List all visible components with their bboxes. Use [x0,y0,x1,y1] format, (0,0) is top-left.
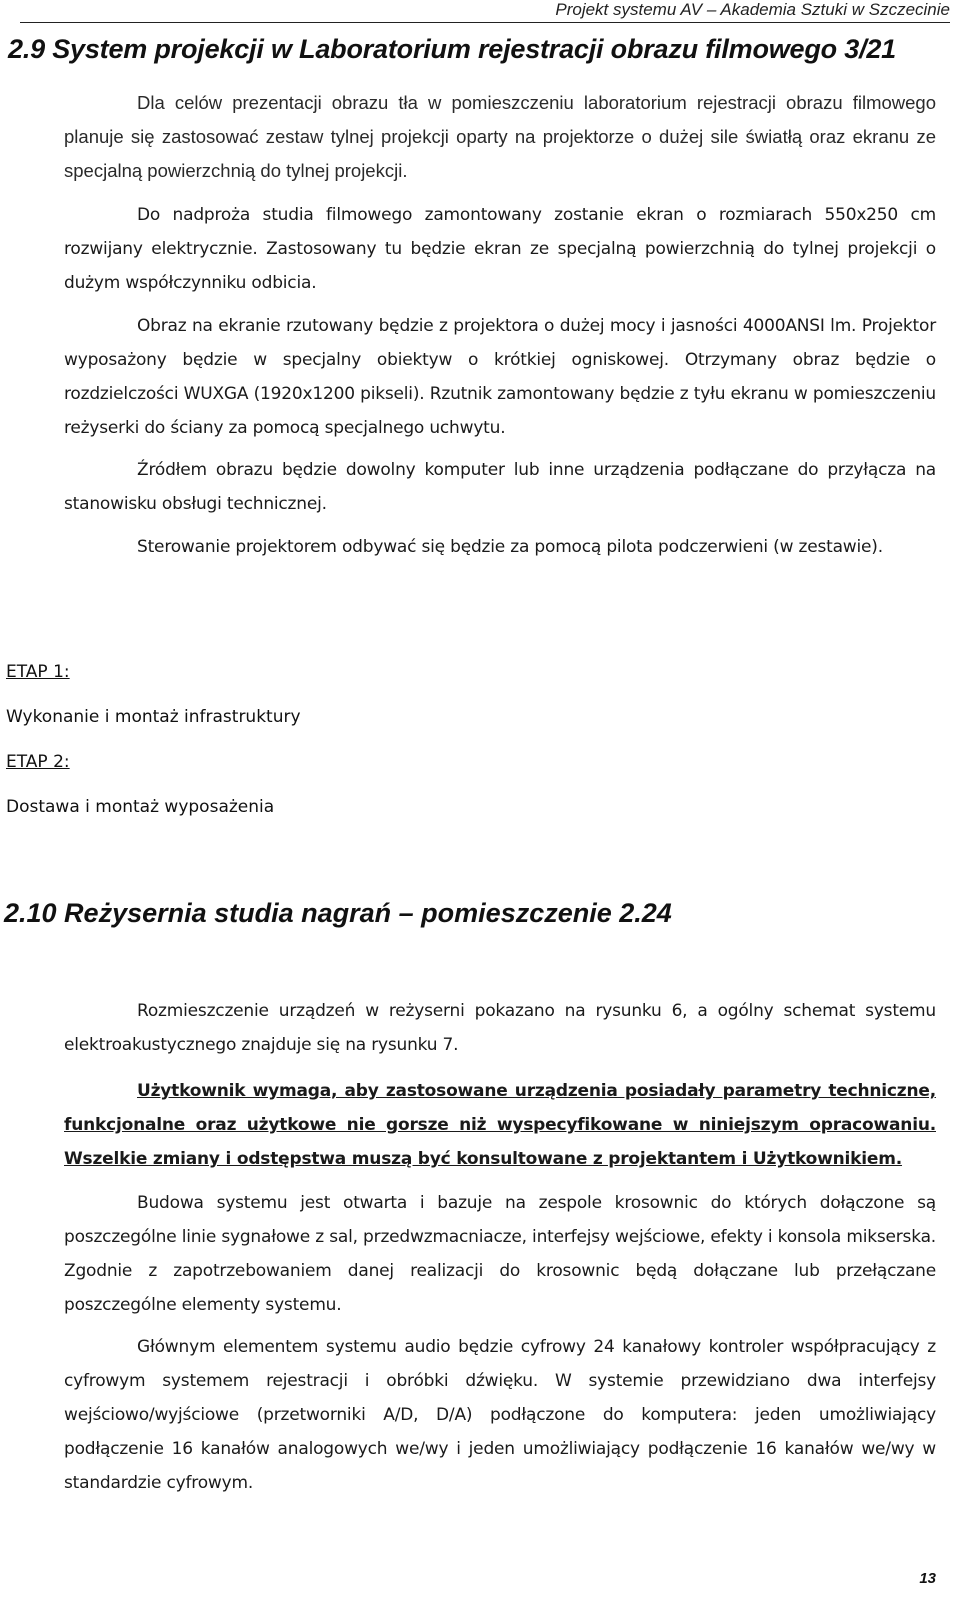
paragraph-layout-reference: Rozmieszczenie urządzeń w reżyserni pokazano na rysunku 6, a ogólny schemat systemu elektroakustycznego znajduje się na rysunku 7. [64,1001,936,1055]
section-heading-2-9: 2.9 System projekcji w Laboratorium rejestracji obrazu filmowego 3/21 [8,34,896,64]
paragraph-audio-controller: Głównym elementem systemu audio będzie cyfrowy 24 kanałowy kontroler współpracujący z cyfrowym systemem rejestracji i obróbki dźwięku. W systemie przewidziano dwa interfejsy wejściowo/wyjściowe (przetworniki A/D, D/A) podłączone do komputera: jeden umożliwiający podłączenie 16 kanałów analogowych we/wy i jeden umożliwiający podłączenie 16 kanałów we/wy w standardzie cyfrowym. [64,1337,936,1493]
running-header: Projekt systemu AV – Akademia Sztuki w Szczecinie [20,0,950,23]
stage-1-text: Wykonanie i montaż infrastruktury [6,707,301,727]
paragraph-screen: Do nadproża studia filmowego zamontowany zostanie ekran o rozmiarach 550x250 cm rozwijany elektrycznie. Zastosowany tu będzie ekran ze specjalną powierzchnią do tylnej projekcji o dużym współczynniku odbicia. [64,205,936,293]
stage-2-text: Dostawa i montaż wyposażenia [6,797,275,817]
stage-2-label: ETAP 2: [6,752,70,772]
paragraph-background-projection: Dla celów prezentacji obrazu tła w pomieszczeniu laboratorium rejestracji obrazu filmowego planuje się zastosować zestaw tylnej projekcji oparty na projektorze o dużej sile światłą oraz ekranu ze specjalną powierzchnią do tylnej projekcji. [64,92,936,181]
stage-1-label: ETAP 1: [6,662,70,682]
paragraph-image-source: Źródłem obrazu będzie dowolny komputer lub inne urządzenia podłączane do przyłącza na stanowisku obsługi technicznej. [64,460,936,514]
paragraph-projector: Obraz na ekranie rzutowany będzie z projektora o dużej mocy i jasności 4000ANSI lm. Projektor wyposażony będzie w specjalny obiektyw o krótkiej ogniskowej. Otrzymany obraz będzie o rozdzielczości WUXGA (1920x1200 pikseli). Rzutnik zamontowany będzie z tyłu ekranu w pomieszczeniu reżyserki do ściany za pomocą specjalnego uchwytu. [64,316,936,438]
paragraph-system-structure: Budowa systemu jest otwarta i bazuje na zespole krosownic do których dołączone są poszczególne linie sygnałowe z sal, przedwzmacniacze, interfejsy wejściowe, efekty i konsola mikserska. Zgodnie z zapotrzebowaniem danej realizacji do krosownic będą dołączane lub przełączane poszczególne elementy systemu. [64,1193,936,1315]
page-number: 13 [919,1570,936,1587]
paragraph-user-requirement: Użytkownik wymaga, aby zastosowane urządzenia posiadały parametry techniczne, funkcjonalne oraz użytkowe nie gorsze niż wyspecyfikowane w niniejszym opracowaniu. Wszelkie zmiany i odstępstwa muszą być konsultowane z projektantem i Użytkownikiem. [64,1081,936,1169]
section-heading-2-10: 2.10 Reżysernia studia nagrań – pomieszczenie 2.24 [4,898,672,928]
paragraph-remote-control: Sterowanie projektorem odbywać się będzie za pomocą pilota podczerwieni (w zestawie). [137,537,883,557]
